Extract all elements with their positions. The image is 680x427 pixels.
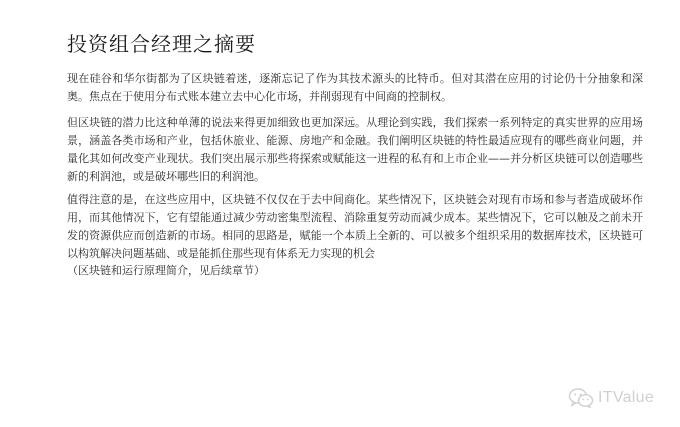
paragraph-2: 但区块链的潜力比这种单薄的说法来得更加细致也更加深远。从理论到实践，我们探索一系列特定的真实世界的应用场景，涵盖各类市场和产业，包括休旅业、能源、房地产和金融。我们阐明区块链的特性最适应现有的哪些商业问题，并量化其如何改变产业现状。我们突出展示那些将探索或赋能这一进程的私有和上市企业——并分析区块链可以创造哪些新的利润池，或是破坏哪些旧的利润池。 (67, 116, 643, 183)
wechat-icon (568, 387, 594, 409)
watermark (568, 384, 654, 412)
chapter-note: （区块链和运行原理简介，见后续章节） (67, 264, 265, 277)
paragraph-1: 现在硅谷和华尔街都为了区块链着迷，逐渐忘记了作为其技术源头的比特币。但对其潜在应用的讨论仍十分抽象和深奥。焦点在于使用分布式账本建立去中心化市场，并削弱现有中间商的控制权。 (67, 72, 643, 103)
paragraph-3: 值得注意的是，在这些应用中，区块链不仅仅在于去中间商化。某些情况下，区块链会对现有市场和参与者造成破坏作用，而其他情况下，它有望能通过减少劳动密集型流程、消除重复劳动而减少成本。某些情况下，它可以触及之前未开发的资源供应而创造新的市场。相同的思路是，赋能一个本质上全新的、可以被多个组织采用的数据库技术，区块链可以构筑解决问题基础、或是能抓住那些现有体系无力实现的机会 (67, 193, 643, 260)
watermark-text: ITValue (598, 389, 655, 406)
article-title: 投资组合经理之摘要 (67, 32, 256, 56)
